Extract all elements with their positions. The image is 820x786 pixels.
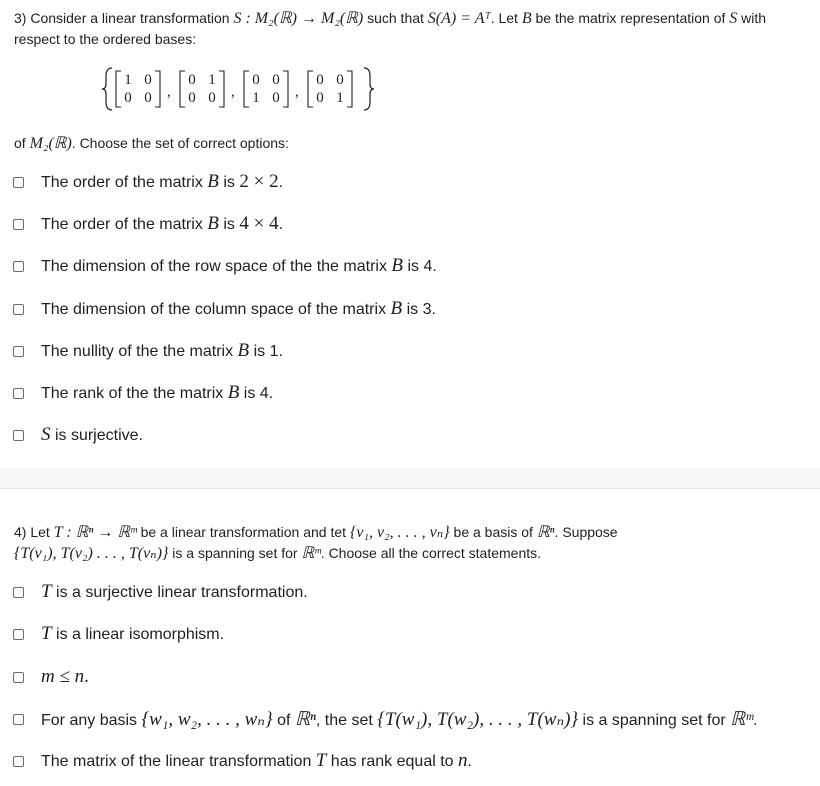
q3-option-7-checkbox[interactable] bbox=[13, 430, 24, 441]
basis-matrix bbox=[180, 71, 235, 107]
left-bracket bbox=[180, 71, 185, 107]
comma: , bbox=[231, 84, 235, 100]
q3-option-3-checkbox[interactable] bbox=[13, 261, 24, 272]
matrix-entry: 1 bbox=[124, 72, 132, 88]
matrix-entry: 0 bbox=[188, 90, 196, 106]
q4-option-2[interactable] bbox=[13, 622, 224, 646]
basis-matrix bbox=[244, 71, 299, 107]
basis-matrix bbox=[308, 71, 352, 107]
comma: , bbox=[295, 84, 299, 100]
q4-option-5-checkbox[interactable] bbox=[13, 756, 24, 767]
left-bracket bbox=[244, 71, 249, 107]
q3-option-7-label: S is surjective. bbox=[41, 424, 143, 445]
q3-option-5-label: The nullity of the the matrix B is 1. bbox=[41, 340, 283, 361]
matrix-entry: 0 bbox=[316, 90, 324, 106]
left-bracket bbox=[308, 71, 313, 107]
right-bracket bbox=[283, 71, 288, 107]
q4-option-5[interactable] bbox=[13, 749, 472, 773]
q4-option-5-label: The matrix of the linear transformation T has rank equal to n. bbox=[41, 750, 472, 771]
q4-option-1-label: T is a surjective linear transformation. bbox=[41, 581, 308, 602]
left-bracket bbox=[116, 71, 121, 107]
q3-option-6-label: The rank of the the matrix B is 4. bbox=[41, 382, 274, 403]
divider bbox=[0, 488, 820, 489]
q3-option-2-label: The order of the matrix B is 4 × 4. bbox=[41, 213, 284, 234]
q3-option-5-checkbox[interactable] bbox=[13, 346, 24, 357]
q4-option-3-checkbox[interactable] bbox=[13, 672, 24, 683]
matrix-entry: 0 bbox=[272, 72, 280, 88]
q4-option-4[interactable] bbox=[13, 707, 758, 731]
section-separator bbox=[0, 468, 820, 488]
q3-option-4-checkbox[interactable] bbox=[13, 304, 24, 315]
q3-option-7[interactable] bbox=[13, 423, 143, 447]
q4-option-3-label: m ≤ n. bbox=[41, 666, 89, 687]
matrix-entry: 0 bbox=[124, 90, 132, 106]
question-3-text: 3) Consider a linear transformation S : M₂(ℝ) → M₂(ℝ) such that S(A) = Aᵀ. Let B be the matrix representation of S with respect to the ordered bases: bbox=[14, 10, 767, 47]
matrix-entry: 0 bbox=[144, 72, 152, 88]
right-bracket bbox=[155, 71, 160, 107]
q4-option-4-checkbox[interactable] bbox=[13, 714, 24, 725]
comma: , bbox=[167, 84, 171, 100]
matrix-entry: 0 bbox=[252, 72, 260, 88]
q3-option-4[interactable] bbox=[13, 297, 436, 321]
q4-option-1[interactable] bbox=[13, 580, 308, 604]
matrix-entry: 0 bbox=[144, 90, 152, 106]
matrix-entry: 0 bbox=[316, 72, 324, 88]
q3-option-4-label: The dimension of the column space of the matrix B is 3. bbox=[41, 298, 436, 319]
q3-option-5[interactable] bbox=[13, 339, 283, 363]
q3-option-6[interactable] bbox=[13, 381, 273, 405]
matrix-entry: 1 bbox=[208, 72, 216, 88]
basis-matrices-svg bbox=[102, 64, 382, 114]
q4-option-2-checkbox[interactable] bbox=[13, 629, 24, 640]
q3-option-1-label: The order of the matrix B is 2 × 2. bbox=[41, 171, 284, 192]
matrix-entry: 0 bbox=[188, 72, 196, 88]
q3-option-1-checkbox[interactable] bbox=[13, 177, 24, 188]
q3-option-6-checkbox[interactable] bbox=[13, 388, 24, 399]
right-bracket bbox=[347, 71, 352, 107]
matrix-entry: 0 bbox=[272, 90, 280, 106]
q4-option-4-label: For any basis {w₁, w₂, . . . , wₙ} of ℝⁿ, the set {T(w₁), T(w₂), . . . , T(wₙ)} is a spanning set for ℝᵐ. bbox=[41, 708, 758, 730]
q3-option-3-label: The dimension of the row space of the the matrix B is 4. bbox=[41, 255, 437, 276]
q4-option-3[interactable] bbox=[13, 665, 89, 689]
matrix-entry: 0 bbox=[208, 90, 216, 106]
right-bracket bbox=[219, 71, 224, 107]
q3-option-2[interactable] bbox=[13, 212, 283, 236]
q3-option-1[interactable] bbox=[13, 170, 283, 194]
q4-option-2-label: T is a linear isomorphism. bbox=[41, 623, 225, 644]
q3-option-3[interactable] bbox=[13, 254, 437, 278]
matrix-entry: 1 bbox=[252, 90, 260, 106]
question-4-text: 4) Let T : ℝⁿ → ℝᵐ be a linear transformation and tet {v₁, v₂, . . . , vₙ} be a basis of ℝⁿ. Suppose {T(v₁), T(v₂) . . . , T(vₙ)} is a spanning set for ℝᵐ. Choose all the correct statements. bbox=[14, 524, 618, 562]
q4-option-1-checkbox[interactable] bbox=[13, 587, 24, 598]
question-3-after: of M₂(ℝ). Choose the set of correct options: bbox=[14, 135, 289, 152]
basis-matrix bbox=[116, 71, 171, 107]
q3-option-2-checkbox[interactable] bbox=[13, 219, 24, 230]
matrix-entry: 1 bbox=[336, 90, 344, 106]
matrix-entry: 0 bbox=[336, 72, 344, 88]
